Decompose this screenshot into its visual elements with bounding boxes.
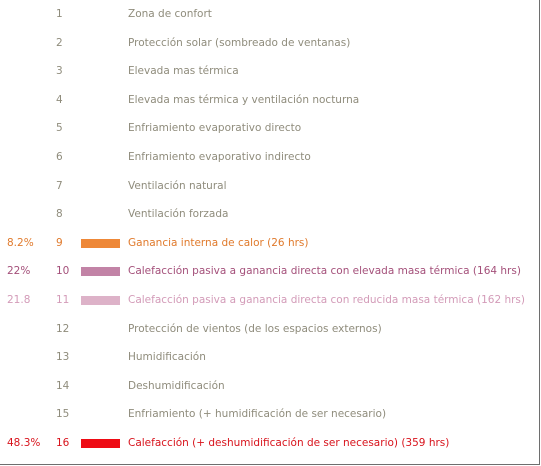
legend-label: Elevada mas térmica xyxy=(128,65,239,78)
legend-number: 5 xyxy=(56,122,63,135)
legend-number: 8 xyxy=(56,208,63,221)
legend-number: 4 xyxy=(56,93,63,106)
legend-color-swatch xyxy=(81,267,120,276)
legend-label: Ventilación forzada xyxy=(128,208,229,221)
legend-row xyxy=(0,292,539,310)
legend-number: 14 xyxy=(56,379,70,392)
legend-number: 1 xyxy=(56,8,63,20)
legend-row xyxy=(0,6,539,24)
legend-number: 12 xyxy=(56,322,70,335)
legend-color-swatch xyxy=(81,439,120,448)
legend-label: Ganancia interna de calor (26 hrs) xyxy=(128,236,309,249)
legend-number: 15 xyxy=(56,408,70,421)
legend-label: Deshumidificación xyxy=(128,379,225,392)
legend-label: Enfriamiento evaporativo directo xyxy=(128,122,302,135)
legend-label: Elevada mas térmica y ventilación nocturna xyxy=(128,93,360,106)
legend-color-swatch xyxy=(81,239,120,248)
legend-number: 2 xyxy=(56,36,63,49)
legend-percent: 48.3% xyxy=(7,437,41,449)
legend-label: Ventilación natural xyxy=(128,179,227,192)
legend-percent: 22% xyxy=(7,265,31,278)
legend-percent: 8.2% xyxy=(7,236,34,249)
legend-percent: 21.8 xyxy=(7,294,31,306)
legend-row xyxy=(0,349,539,367)
legend-row xyxy=(0,120,539,138)
legend-row xyxy=(0,63,539,81)
legend-number: 16 xyxy=(56,437,70,449)
legend-row xyxy=(0,35,539,53)
legend-label: Protección de vientos (de los espacios externos) xyxy=(128,322,382,335)
legend-label: Enfriamiento (+ humidificación de ser necesario) xyxy=(128,408,387,421)
legend-number: 13 xyxy=(56,351,70,364)
legend-row xyxy=(0,321,539,339)
legend-label: Calefacción pasiva a ganancia directa con elevada masa térmica (164 hrs) xyxy=(128,265,521,278)
legend-color-swatch xyxy=(81,296,120,305)
legend-row xyxy=(0,435,539,453)
legend-row xyxy=(0,378,539,396)
legend-row xyxy=(0,235,539,253)
legend-label: Enfriamiento evaporativo indirecto xyxy=(128,151,311,163)
legend-number: 10 xyxy=(56,265,70,278)
legend-label: Humidificación xyxy=(128,351,206,364)
legend-row xyxy=(0,263,539,281)
legend-number: 11 xyxy=(56,294,70,306)
legend-row xyxy=(0,149,539,167)
legend-number: 3 xyxy=(56,65,63,78)
legend-label: Calefacción pasiva a ganancia directa con reducida masa térmica (162 hrs) xyxy=(128,294,525,306)
legend-row xyxy=(0,206,539,224)
legend-number: 6 xyxy=(56,151,63,163)
legend-number: 7 xyxy=(56,179,63,192)
legend-label: Calefacción (+ deshumidificación de ser necesario) (359 hrs) xyxy=(128,437,450,449)
legend-number: 9 xyxy=(56,236,63,249)
legend-row xyxy=(0,178,539,196)
legend-row xyxy=(0,92,539,110)
legend-label: Protección solar (sombreado de ventanas) xyxy=(128,36,351,49)
legend-row xyxy=(0,406,539,424)
legend-label: Zona de confort xyxy=(128,8,212,20)
